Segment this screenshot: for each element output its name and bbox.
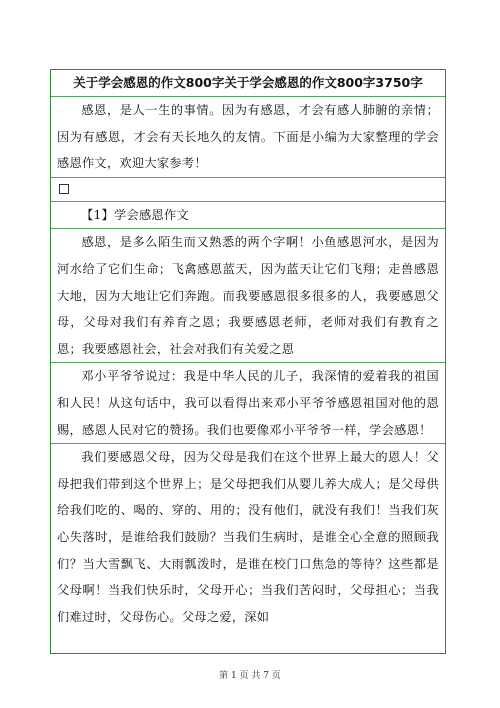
- checkbox-row: [51, 178, 445, 202]
- body-paragraph: 我们要感恩父母，因为父母是我们在这个世界上最大的恩人！父母把我们带到这个世界上；是父母把我们从婴儿养大成人；是父母供给我们吃的、喝的、穿的、用的；没有他们，就没有我们！当我们灰心失落时，是谁给我们鼓励？当我们生病时，是谁全心全意的照顾我们？当大雪飘飞、大雨瓢泼时，是谁在校门口焦急的等待？这些都是父母啊！当我们快乐时，父母开心；当我们苦闷时，父母担心；当我们难过时，父母伤心。父母之爱，深如: [57, 450, 439, 624]
- body-paragraph: 邓小平爷爷说过：我是中华人民的儿子，我深情的爱着我的祖国和人民！从这句话中，我可以看得出来邓小平爷爷感恩祖国对他的恩赐，感恩人民对它的赞扬。我们也要像邓小平爷爷一样，学会感恩！: [51, 363, 445, 444]
- checkbox[interactable]: [59, 184, 69, 194]
- intro-paragraph: 感恩，是人一生的事情。因为有感恩，才会有感人肺腑的亲情；因为有感恩，才会有天长地久的友情。下面是小编为大家整理的学会感恩作文，欢迎大家参考！: [51, 97, 445, 178]
- document-table: [50, 69, 446, 654]
- page-number: 第 1 页 共 7 页: [219, 671, 281, 681]
- body-paragraph: 感恩，是多么陌生而又熟悉的两个字啊！小鱼感恩河水，是因为河水给了它们生命；飞禽感恩蓝天，因为蓝天让它们飞翔；走兽感恩大地，因为大地让它们奔跑。而我要感恩很多很多的人，我要感恩父母，父母对我们有养育之恩；我要感恩老师，老师对我们有教育之恩；我要感恩社会，社会对我们有关爱之恩: [51, 229, 445, 363]
- section-heading: 【1】学会感恩作文: [51, 202, 445, 230]
- document-title: 关于学会感恩的作文800字关于学会感恩的作文800字3750字: [51, 70, 445, 97]
